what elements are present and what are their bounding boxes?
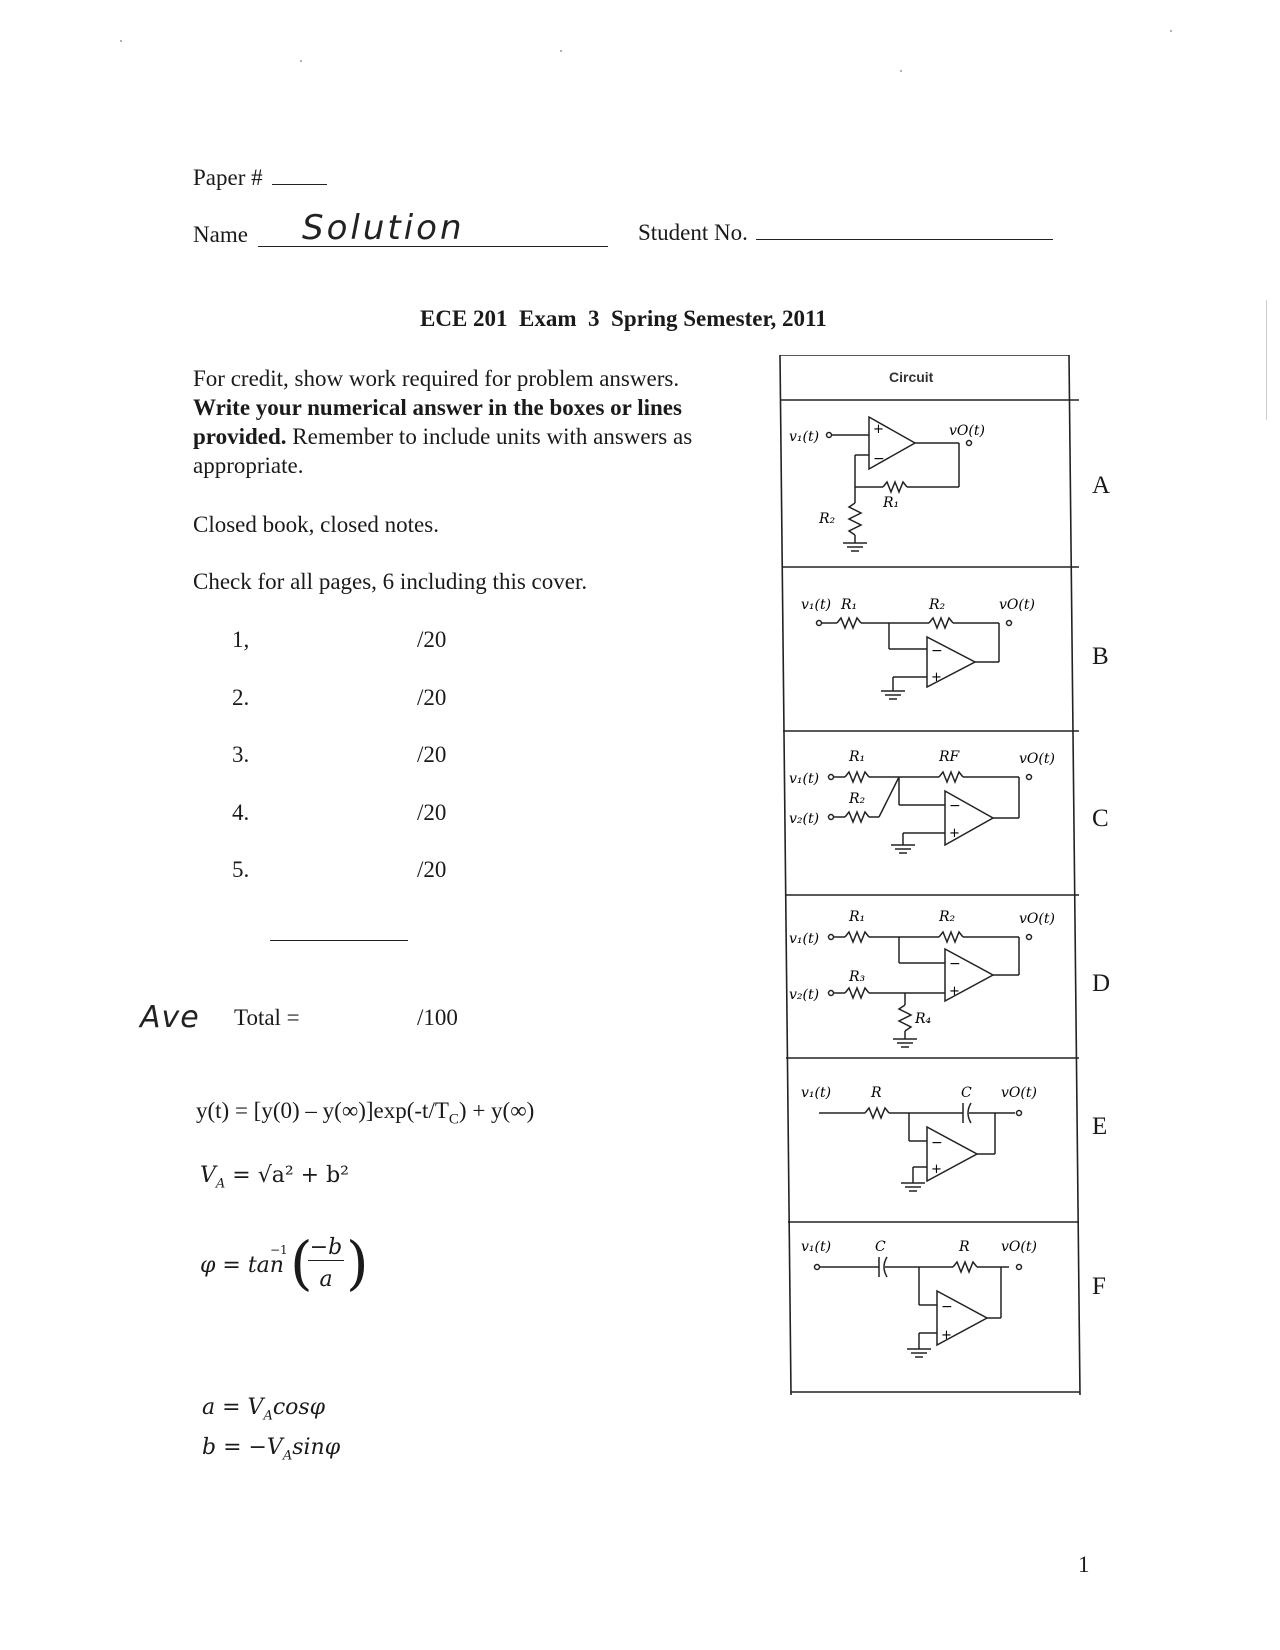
circuit-a: [779, 403, 1079, 565]
page-check-note: Check for all pages, 6 including this cover.: [193, 569, 588, 594]
a-eq: a = V: [202, 1395, 264, 1420]
circuit-a-diagram: [779, 403, 1079, 565]
average-handwritten: Ave: [140, 1000, 200, 1035]
score-row-1-num: 1,: [232, 627, 250, 652]
plus-sign: +: [949, 826, 960, 841]
student-no-field: [638, 220, 1053, 246]
circuit-a-output-label: vO(t): [949, 423, 985, 439]
minus-sign: −: [931, 643, 943, 659]
circuit-d-r2-label: R₂: [939, 909, 956, 925]
circuit-c-r1-label: R₁: [849, 749, 866, 765]
circuit-d: [779, 897, 1079, 1057]
phi-sup: −1: [270, 1243, 288, 1257]
circuit-a-input-label: v₁(t): [789, 429, 820, 445]
scan-edge: [1266, 300, 1267, 420]
total-max: /100: [417, 1005, 458, 1030]
scan-speck: [120, 40, 122, 42]
exam-title: ECE 201 Exam 3 Spring Semester, 2011: [420, 306, 827, 331]
minus-sign: −: [941, 1299, 953, 1315]
va-sub: A: [215, 1176, 226, 1192]
circuit-d-r4-label: R₄: [915, 1011, 932, 1027]
minus-sign: −: [873, 451, 885, 467]
score-row-5-num: 5.: [232, 857, 250, 882]
paper-number-field: [193, 165, 327, 191]
va-lhs: V: [200, 1163, 216, 1188]
score-row-2-max: /20: [417, 685, 447, 710]
instructions-block: [193, 364, 738, 480]
circuit-e-input-label: v₁(t): [801, 1085, 832, 1101]
scan-speck: [1170, 30, 1172, 32]
circuit-d-r3-label: R₃: [849, 969, 866, 985]
phi-numerator: −b: [309, 1235, 343, 1260]
phi-right-paren: ): [346, 1229, 369, 1297]
circuit-e-diagram: [779, 1061, 1079, 1221]
score-row-4-max: /20: [417, 800, 447, 825]
circuit-letter-d: D: [1092, 970, 1111, 997]
b-tail: sinφ: [292, 1435, 341, 1460]
circuit-d-r1-label: R₁: [849, 909, 866, 925]
score-row-3-num: 3.: [232, 742, 250, 767]
circuit-c-input2-label: v₂(t): [789, 811, 820, 827]
circuit-letter-c: C: [1092, 805, 1109, 832]
circuit-a-r1-label: R₁: [883, 495, 900, 511]
score-row-1-max: /20: [417, 627, 447, 652]
score-row-5-max: /20: [417, 857, 447, 882]
circuit-c-r2-label: R₂: [849, 791, 866, 807]
circuit-d-diagram: [779, 897, 1079, 1057]
circuit-b-output-label: vO(t): [999, 597, 1035, 613]
minus-sign: −: [949, 798, 961, 814]
circuit-b: [779, 569, 1079, 729]
a-formula: [202, 1395, 325, 1423]
plus-sign: +: [941, 1328, 952, 1343]
page-number: 1: [1078, 1552, 1090, 1577]
instructions-line1: For credit, show work required for problem answers.: [193, 366, 680, 391]
student-no-label: Student No.: [638, 220, 748, 245]
phi-left-paren: (: [290, 1229, 313, 1297]
circuit-c-rf-label: RF: [939, 749, 960, 765]
circuit-table: [779, 355, 1081, 1395]
plus-sign: +: [931, 670, 942, 685]
circuit-letter-f: F: [1092, 1273, 1106, 1300]
instructions-tail: Remember to include units with answers as appropriate.: [193, 424, 693, 478]
circuit-c-input1-label: v₁(t): [789, 771, 820, 787]
transient-main: y(t) = [y(0) – y(∞)]exp(-t/T: [196, 1098, 449, 1123]
closed-book-note: Closed book, closed notes.: [193, 512, 439, 537]
score-row-3-max: /20: [417, 742, 447, 767]
circuit-c-output-label: vO(t): [1019, 751, 1055, 767]
circuit-b-diagram: [779, 569, 1079, 729]
circuit-a-r2-label: R₂: [819, 511, 836, 527]
score-row-2-num: 2.: [232, 685, 250, 710]
circuit-f-diagram: [779, 1225, 1079, 1390]
circuit-f-output-label: vO(t): [1001, 1239, 1037, 1255]
transient-formula: [196, 1098, 534, 1129]
circuit-f-r-label: R: [959, 1239, 970, 1255]
va-rhs: = √a² + b²: [225, 1163, 349, 1188]
plus-sign: +: [931, 1162, 942, 1177]
score-row-4-num: 4.: [232, 800, 250, 825]
circuit-c: [779, 733, 1079, 893]
scan-speck: [300, 60, 302, 62]
name-field: [193, 222, 248, 248]
circuit-b-input-label: v₁(t): [801, 597, 832, 613]
circuit-e: [779, 1061, 1079, 1221]
phi-lhs: φ = tan: [200, 1253, 284, 1278]
va-formula: [200, 1163, 349, 1191]
circuit-f-input-label: v₁(t): [801, 1239, 832, 1255]
circuit-column-header: Circuit: [889, 369, 934, 385]
transient-tail: ) + y(∞): [458, 1098, 535, 1123]
circuit-letter-b: B: [1092, 643, 1109, 670]
circuit-d-output-label: vO(t): [1019, 911, 1055, 927]
b-sub: A: [282, 1448, 293, 1464]
transient-sub: C: [448, 1111, 459, 1128]
circuit-f-c-label: C: [875, 1239, 886, 1255]
plus-sign: +: [873, 422, 884, 437]
circuit-letter-e: E: [1092, 1113, 1108, 1140]
phi-denominator: a: [319, 1267, 333, 1292]
paper-number-blank[interactable]: [272, 184, 327, 185]
a-tail: cosφ: [272, 1395, 326, 1420]
circuit-d-input1-label: v₁(t): [789, 931, 820, 947]
student-no-blank[interactable]: [756, 239, 1053, 240]
paper-number-label: Paper #: [193, 165, 263, 190]
name-label: Name: [193, 222, 248, 247]
name-handwritten-value: Solution: [302, 208, 465, 248]
a-sub: A: [263, 1408, 273, 1424]
circuit-b-r2-label: R₂: [929, 597, 946, 613]
total-divider: [270, 940, 408, 941]
circuit-e-c-label: C: [961, 1085, 972, 1101]
scan-speck: [560, 50, 562, 52]
b-formula: [202, 1435, 340, 1463]
plus-sign: +: [949, 984, 960, 999]
minus-sign: −: [931, 1135, 943, 1151]
circuit-letter-a: A: [1092, 472, 1111, 499]
circuit-b-r1-label: R₁: [841, 597, 858, 613]
instructions-bold: Write your numerical answer in the boxes or lines provided.: [193, 395, 682, 449]
circuit-d-input2-label: v₂(t): [789, 987, 820, 1003]
circuit-e-output-label: vO(t): [1001, 1085, 1037, 1101]
circuit-f: [779, 1225, 1079, 1390]
circuit-c-diagram: [779, 733, 1079, 893]
minus-sign: −: [949, 956, 961, 972]
circuit-e-r-label: R: [871, 1085, 882, 1101]
b-eq: b = −V: [202, 1435, 283, 1460]
scan-speck: [900, 70, 902, 72]
total-label: Total =: [234, 1005, 300, 1030]
